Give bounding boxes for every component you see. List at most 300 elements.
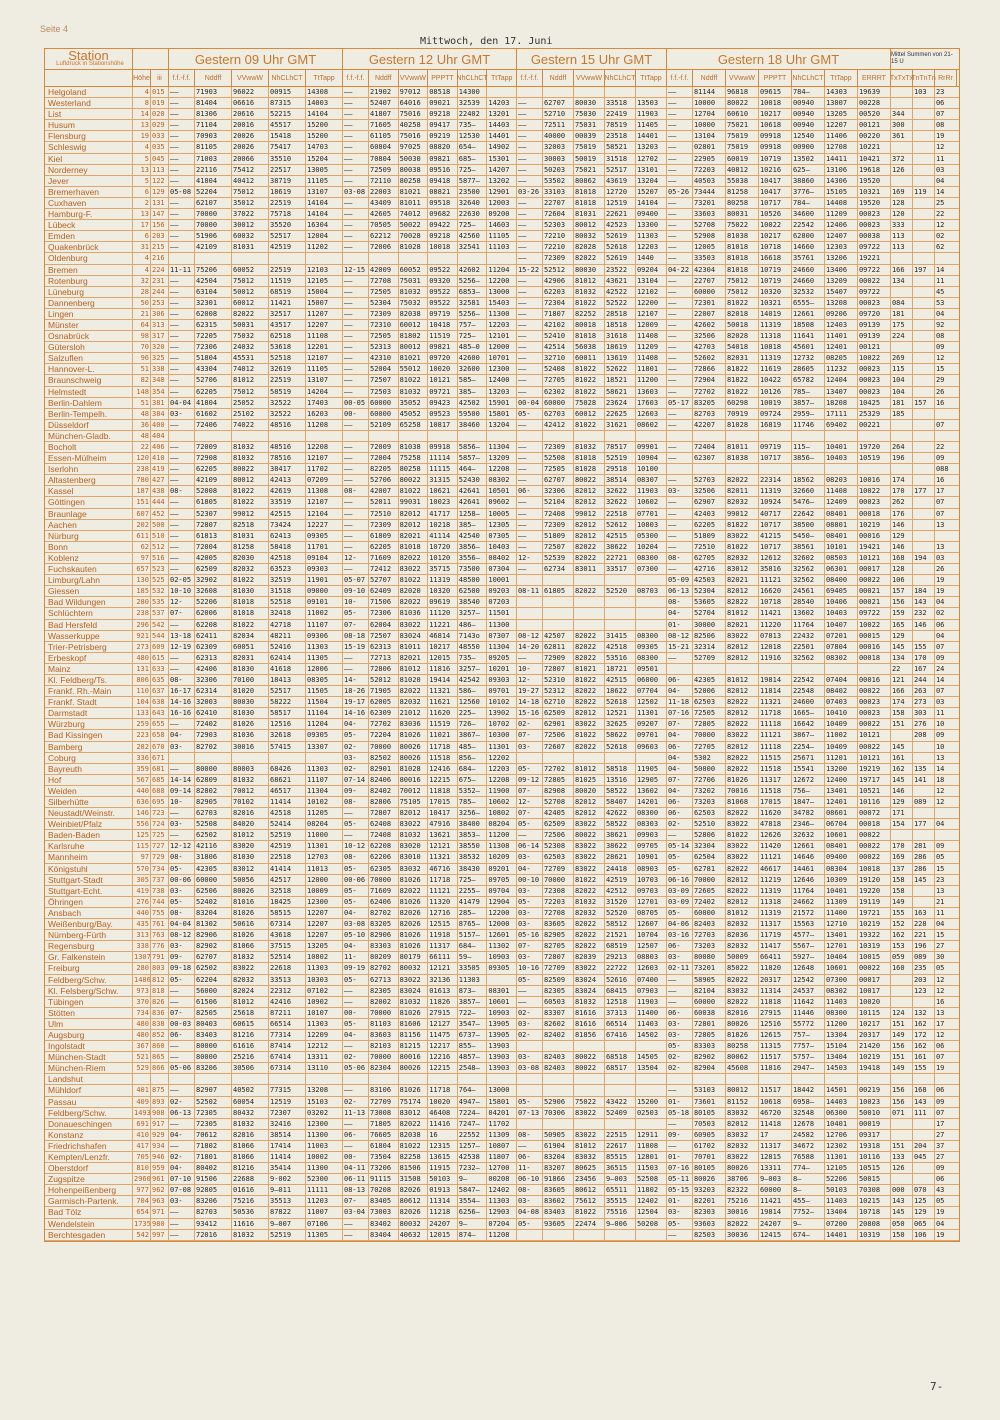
- obs-18-value: 35816: [759, 564, 792, 574]
- obs-18-value: 32532: [792, 287, 825, 297]
- obs-18-value: 96818: [726, 87, 759, 97]
- obs-15-value: 82022: [574, 742, 605, 752]
- obs-18-value: 10521: [858, 786, 891, 796]
- obs-12-value: 12-15: [343, 265, 369, 275]
- obs-15-value: 11400: [636, 1008, 667, 1018]
- obs-12-value: [458, 253, 488, 263]
- obs-18-value: 72702: [693, 387, 726, 397]
- obs-15-value: 08300: [636, 653, 667, 663]
- obs-15-value: 08803: [636, 952, 667, 962]
- obs-15-value: 81018: [574, 331, 605, 341]
- obs-15-value: 83605: [543, 1185, 574, 1195]
- obs-18-value: 09722: [858, 608, 891, 618]
- obs-18-value: 38706: [726, 1174, 759, 1184]
- station-height: 273: [133, 642, 151, 652]
- station-index: 113: [151, 165, 169, 175]
- obs-12-value: 7232—: [458, 1163, 488, 1173]
- obs-09-value: 11305: [306, 653, 343, 663]
- station-name: München-Riem: [45, 1063, 133, 1073]
- obs-09-value: 42109: [195, 242, 232, 252]
- table-row: [45, 708, 959, 719]
- obs-09-value: 60052: [232, 265, 269, 275]
- obs-18-value: 07404: [825, 675, 858, 685]
- obs-15-value: 18521: [605, 375, 636, 385]
- obs-09-value: 82702: [195, 742, 232, 752]
- obs-18-value: 82303: [693, 1207, 726, 1217]
- obs-18-value: 73444: [693, 187, 726, 197]
- obs-18-value: 16620: [759, 586, 792, 596]
- obs-12-value: 80612: [399, 1196, 429, 1206]
- obs-15-value: 12603: [636, 409, 667, 419]
- obs-12-value: 82906: [369, 930, 399, 940]
- station-index: 997: [151, 1230, 169, 1240]
- obs-12-value: 32541: [458, 242, 488, 252]
- station-name: Rotenburg: [45, 276, 133, 286]
- obs-15-value: 72309: [543, 520, 574, 530]
- extra-value: 07: [935, 498, 945, 507]
- g09-col-header: Nddff: [195, 70, 232, 86]
- obs-12-value: 71609: [369, 553, 399, 563]
- obs-18-value: 22707: [693, 276, 726, 286]
- g09-col-header: TtTapp: [306, 70, 343, 86]
- obs-15-value: 81022: [574, 675, 605, 685]
- obs-15-value: 42507: [543, 631, 574, 641]
- obs-12-value: 11301: [487, 742, 517, 752]
- extra-value: [891, 287, 913, 297]
- obs-12-value: 50103: [428, 1174, 458, 1184]
- table-row: [45, 941, 959, 952]
- extra-value: [913, 1163, 935, 1173]
- obs-15-value: 70306: [543, 1108, 574, 1118]
- obs-18-value: 10019: [759, 398, 792, 408]
- obs-12-value: 52313: [369, 342, 399, 352]
- obs-18-value: 58905: [693, 975, 726, 985]
- station-height: 806: [133, 675, 151, 685]
- extra-value: 106: [891, 575, 913, 585]
- obs-12-value: 09704: [487, 886, 517, 896]
- station-height: 97: [133, 553, 151, 563]
- obs-18-value: ——: [667, 997, 693, 1007]
- extra-value: 170: [891, 486, 913, 496]
- extra-value: 149: [891, 1030, 913, 1040]
- obs-15-value: [517, 1230, 543, 1240]
- obs-12-value: 70000: [369, 875, 399, 885]
- obs-12-value: 70028: [399, 231, 429, 241]
- table-row: [45, 442, 959, 453]
- obs-12-value: 70208: [369, 1185, 399, 1195]
- obs-18-value: 8—: [792, 1185, 825, 1195]
- obs-18-value: 784—: [792, 198, 825, 208]
- obs-12-value: ——: [343, 198, 369, 208]
- obs-18-value: 10016: [858, 475, 891, 485]
- station-index: 725: [151, 830, 169, 840]
- obs-12-value: 13903: [487, 1041, 517, 1051]
- obs-12-value: 62305: [369, 864, 399, 874]
- obs-12-value: 11621: [428, 697, 458, 707]
- station-height: 570: [133, 864, 151, 874]
- obs-15-value: 07300: [636, 564, 667, 574]
- obs-18-value: 45601: [792, 342, 825, 352]
- obs-09-value: 08-: [169, 852, 195, 862]
- obs-09-value: ——: [169, 542, 195, 552]
- obs-18-value: 10409: [825, 742, 858, 752]
- obs-18-value: 757—: [792, 1030, 825, 1040]
- obs-09-value: ——: [169, 320, 195, 330]
- extra-value: 12: [935, 1030, 945, 1039]
- obs-15-value: 42523: [605, 220, 636, 230]
- station-index: 325: [151, 353, 169, 363]
- obs-12-value: 07-: [343, 620, 369, 630]
- obs-12-value: 81103: [369, 1019, 399, 1029]
- obs-18-value: ——: [667, 120, 693, 130]
- obs-12-value: [487, 253, 517, 263]
- table-subheader: [45, 70, 959, 87]
- obs-09-value: 08-12: [169, 930, 195, 940]
- table-row: [45, 664, 959, 675]
- obs-15-value: [574, 753, 605, 763]
- obs-18-value: 32506: [693, 486, 726, 496]
- obs-15-value: 03-08: [517, 1063, 543, 1073]
- obs-12-value: 09021: [428, 98, 458, 108]
- obs-18-value: 75216: [726, 1196, 759, 1206]
- station-index: 131: [151, 198, 169, 208]
- obs-09-value: 11003: [306, 1141, 343, 1151]
- obs-12-value: 11319: [428, 575, 458, 585]
- obs-15-value: [574, 620, 605, 630]
- obs-12-value: 72309: [369, 309, 399, 319]
- extra-value: [913, 531, 935, 541]
- station-name: Helmstedt: [45, 387, 133, 397]
- obs-09-value: 33519: [269, 497, 306, 507]
- obs-18-value: 9—: [792, 1219, 825, 1229]
- extra-value: 221: [913, 930, 935, 940]
- obs-15-value: 00-04: [517, 398, 543, 408]
- extra-value: 04: [935, 920, 945, 929]
- station-index: 812: [151, 975, 169, 985]
- extra-value: [913, 442, 935, 452]
- obs-12-value: ——: [343, 98, 369, 108]
- obs-09-value: 06-13: [169, 1108, 195, 1118]
- obs-15-value: [636, 1041, 667, 1051]
- obs-18-value: 10818: [759, 342, 792, 352]
- extra-value: [913, 497, 935, 507]
- obs-18-value: 82022: [726, 719, 759, 729]
- obs-15-value: ——: [517, 220, 543, 230]
- extra-value: 02: [935, 609, 945, 618]
- obs-18-value: 53103: [693, 1085, 726, 1095]
- station-index: 763: [151, 930, 169, 940]
- obs-18-value: 10121: [858, 753, 891, 763]
- obs-15-value: 14201: [636, 797, 667, 807]
- extra-value: [913, 420, 935, 430]
- obs-09-value: 10-10: [169, 586, 195, 596]
- extra-value: [891, 975, 913, 985]
- obs-12-value: 3257—: [458, 664, 488, 674]
- obs-09-value: ——: [169, 509, 195, 519]
- obs-15-value: [543, 575, 574, 585]
- obs-09-value: 48211: [269, 631, 306, 641]
- obs-09-value: 14204: [306, 387, 343, 397]
- obs-09-value: 62414: [269, 653, 306, 663]
- obs-18-value: 83303: [693, 1041, 726, 1051]
- obs-12-value: 72503: [369, 387, 399, 397]
- obs-12-value: ——: [343, 564, 369, 574]
- obs-12-value: 02-: [343, 1097, 369, 1107]
- obs-09-value: 07-: [169, 608, 195, 618]
- obs-18-value: 5476—: [792, 497, 825, 507]
- obs-18-value: 10719: [759, 265, 792, 275]
- table-row: [45, 908, 959, 919]
- extra-value: [891, 830, 913, 840]
- station-index: 147: [151, 209, 169, 219]
- obs-12-value: 7224—: [458, 1108, 488, 1118]
- obs-15-value: 82602: [543, 1019, 574, 1029]
- extra-value: 05: [935, 853, 945, 862]
- obs-15-value: 11802: [636, 1185, 667, 1195]
- obs-18-value: 13401: [825, 930, 858, 940]
- obs-15-value: 68518: [605, 1052, 636, 1062]
- obs-12-value: 09417: [428, 120, 458, 130]
- obs-09-value: 40412: [232, 176, 269, 186]
- extra-value: 088: [935, 465, 949, 474]
- obs-12-value: 82026: [399, 1207, 429, 1217]
- obs-18-value: ——: [667, 331, 693, 341]
- obs-15-value: 22515: [605, 1130, 636, 1140]
- obs-18-value: 11764: [792, 886, 825, 896]
- obs-15-value: 82403: [543, 1063, 574, 1073]
- obs-09-value: 81012: [232, 997, 269, 1007]
- obs-18-value: 11401: [825, 331, 858, 341]
- obs-09-value: 14104: [306, 209, 343, 219]
- obs-18-value: 15541: [792, 764, 825, 774]
- obs-09-value: 17403: [306, 398, 343, 408]
- obs-09-value: 66514: [269, 1019, 306, 1029]
- extra-value: 135: [913, 764, 935, 774]
- obs-12-value: 70012: [399, 786, 429, 796]
- obs-09-value: 11421: [269, 298, 306, 308]
- obs-09-value: 11204: [306, 719, 343, 729]
- obs-15-value: 32003: [543, 142, 574, 152]
- obs-09-value: 30506: [232, 1063, 269, 1073]
- obs-12-value: 62713: [369, 975, 399, 985]
- obs-15-value: 81022: [574, 875, 605, 885]
- obs-12-value: 02-: [343, 764, 369, 774]
- obs-15-value: 09705: [636, 841, 667, 851]
- obs-15-value: ——: [517, 420, 543, 430]
- obs-15-value: 82305: [543, 986, 574, 996]
- obs-18-value: 00016: [858, 675, 891, 685]
- obs-15-value: 03-: [517, 952, 543, 962]
- obs-18-value: 06-: [667, 1008, 693, 1018]
- station-height: 36: [133, 420, 151, 430]
- obs-18-value: 13401: [825, 786, 858, 796]
- station-height: 336: [133, 753, 151, 763]
- extra-value: 089: [913, 952, 935, 962]
- obs-18-value: 00022: [858, 852, 891, 862]
- obs-09-value: 52008: [195, 486, 232, 496]
- obs-09-value: 12207: [306, 320, 343, 330]
- obs-15-value: 72408: [543, 509, 574, 519]
- station-name: Hof: [45, 775, 133, 785]
- obs-12-value: 23500: [458, 187, 488, 197]
- extra-value: 07: [935, 642, 945, 651]
- obs-18-value: 73203: [693, 797, 726, 807]
- obs-12-value: [369, 253, 399, 263]
- obs-18-value: 75019: [726, 142, 759, 152]
- obs-12-value: 08-: [343, 486, 369, 496]
- obs-15-value: 83307: [543, 1008, 574, 1018]
- obs-18-value: 81026: [726, 775, 759, 785]
- obs-18-value: 81012: [726, 608, 759, 618]
- obs-09-value: 81216: [232, 1030, 269, 1040]
- extra-value: 11: [935, 709, 945, 718]
- station-index: 381: [151, 398, 169, 408]
- obs-15-value: 11405: [636, 120, 667, 130]
- obs-12-value: 38540: [458, 597, 488, 607]
- obs-18-value: 20317: [858, 1030, 891, 1040]
- obs-18-value: 13007: [825, 98, 858, 108]
- obs-18-value: 03-: [667, 1030, 693, 1040]
- obs-18-value: 10022: [759, 220, 792, 230]
- obs-09-value: 81018: [232, 597, 269, 607]
- obs-18-value: 20317: [759, 975, 792, 985]
- obs-09-value: 80000: [195, 1052, 232, 1062]
- obs-18-value: 82018: [726, 309, 759, 319]
- obs-09-value: 05-: [169, 975, 195, 985]
- station-index: 029: [151, 120, 169, 130]
- obs-12-value: 11321: [428, 852, 458, 862]
- obs-18-value: 10023: [858, 1097, 891, 1107]
- obs-15-value: 52619: [605, 253, 636, 263]
- obs-18-value: 1847—: [792, 797, 825, 807]
- obs-12-value: 72110: [369, 176, 399, 186]
- obs-15-value: 83022: [574, 852, 605, 862]
- obs-18-value: 34600: [792, 209, 825, 219]
- extra-value: 19: [935, 1064, 945, 1073]
- obs-15-value: 12607: [636, 919, 667, 929]
- obs-18-value: 02-: [667, 1052, 693, 1062]
- obs-18-value: 00038: [858, 231, 891, 241]
- obs-09-value: 67314: [269, 919, 306, 929]
- obs-09-value: 18425: [269, 897, 306, 907]
- obs-18-value: 81022: [726, 830, 759, 840]
- obs-15-value: 12-: [517, 797, 543, 807]
- obs-18-value: 115—: [792, 442, 825, 452]
- obs-15-value: 10100: [636, 464, 667, 474]
- obs-18-value: 10018: [759, 98, 792, 108]
- obs-12-value: 70804: [369, 154, 399, 164]
- table-row: [45, 287, 959, 298]
- table-row: [45, 475, 959, 486]
- obs-09-value: 11701: [306, 542, 343, 552]
- obs-12-value: 12200: [487, 276, 517, 286]
- obs-09-value: 81031: [232, 242, 269, 252]
- obs-15-value: 42519: [605, 875, 636, 885]
- obs-12-value: 6737—: [458, 1030, 488, 1040]
- station-name: Lüneburg: [45, 287, 133, 297]
- obs-12-value: ——: [343, 986, 369, 996]
- obs-18-value: 82022: [726, 808, 759, 818]
- extra-value: 071: [891, 1108, 913, 1118]
- obs-12-value: 76605: [369, 1130, 399, 1140]
- obs-18-value: 81258: [726, 187, 759, 197]
- obs-15-value: 82705: [543, 941, 574, 951]
- obs-18-value: ——: [667, 1085, 693, 1095]
- obs-15-value: 29213: [605, 952, 636, 962]
- obs-09-value: 58222: [269, 697, 306, 707]
- obs-09-value: 32608: [195, 586, 232, 596]
- extra-value: 16: [935, 398, 945, 407]
- obs-09-value: 82034: [232, 631, 269, 641]
- obs-18-value: 10515: [858, 1163, 891, 1173]
- obs-09-value: 72406: [195, 420, 232, 430]
- obs-09-value: 82032: [232, 564, 269, 574]
- obs-12-value: 09305: [487, 963, 517, 973]
- obs-12-value: 04-11: [343, 1163, 369, 1173]
- obs-09-value: 62809: [195, 775, 232, 785]
- obs-12-value: 83405: [369, 1196, 399, 1206]
- obs-09-value: ——: [169, 442, 195, 452]
- obs-12-value: ——: [343, 231, 369, 241]
- obs-18-value: 10422: [759, 375, 792, 385]
- obs-12-value: 81022: [399, 375, 429, 385]
- extra-value: 22: [891, 664, 913, 674]
- table-row: [45, 1207, 959, 1218]
- obs-12-value: 41479: [458, 897, 488, 907]
- obs-18-value: 34672: [792, 1141, 825, 1151]
- obs-18-value: 13304: [825, 1030, 858, 1040]
- station-index: 523: [151, 564, 169, 574]
- obs-15-value: 52517: [605, 165, 636, 175]
- station-index: 818: [151, 986, 169, 996]
- obs-09-value: ——: [169, 387, 195, 397]
- obs-18-value: [825, 431, 858, 441]
- obs-09-value: 11108: [306, 331, 343, 341]
- obs-09-value: ——: [169, 198, 195, 208]
- obs-09-value: 80000: [195, 764, 232, 774]
- extra-value: 04: [935, 598, 945, 607]
- station-height: 480: [133, 1030, 151, 1040]
- obs-12-value: 47916: [428, 819, 458, 829]
- obs-12-value: ——: [343, 1085, 369, 1095]
- obs-09-value: ——: [169, 1119, 195, 1129]
- obs-18-value: 05-: [667, 1219, 693, 1229]
- obs-09-value: 22312: [269, 986, 306, 996]
- obs-09-value: ——: [169, 220, 195, 230]
- obs-18-value: 80062: [726, 1052, 759, 1062]
- obs-18-value: 19717: [858, 775, 891, 785]
- obs-15-value: [636, 753, 667, 763]
- station-height: 120: [133, 453, 151, 463]
- obs-15-value: 12720: [605, 187, 636, 197]
- obs-18-value: 50010: [858, 1108, 891, 1118]
- obs-12-value: 09516: [428, 165, 458, 175]
- extra-value: 04: [935, 631, 945, 640]
- extra-value: 06: [935, 99, 945, 108]
- obs-18-value: 60905: [693, 1130, 726, 1140]
- station-index: 737: [151, 875, 169, 885]
- obs-15-value: 13516: [605, 775, 636, 785]
- obs-18-value: 82012: [726, 653, 759, 663]
- obs-12-value: 11475: [428, 1030, 458, 1040]
- obs-09-value: 81404: [195, 98, 232, 108]
- obs-12-value: 11518: [428, 753, 458, 763]
- obs-09-value: 48516: [269, 442, 306, 452]
- obs-15-value: 72607: [543, 742, 574, 752]
- obs-09-value: 10902: [306, 997, 343, 1007]
- obs-18-value: 11317: [759, 775, 792, 785]
- extra-value: 153: [891, 941, 913, 951]
